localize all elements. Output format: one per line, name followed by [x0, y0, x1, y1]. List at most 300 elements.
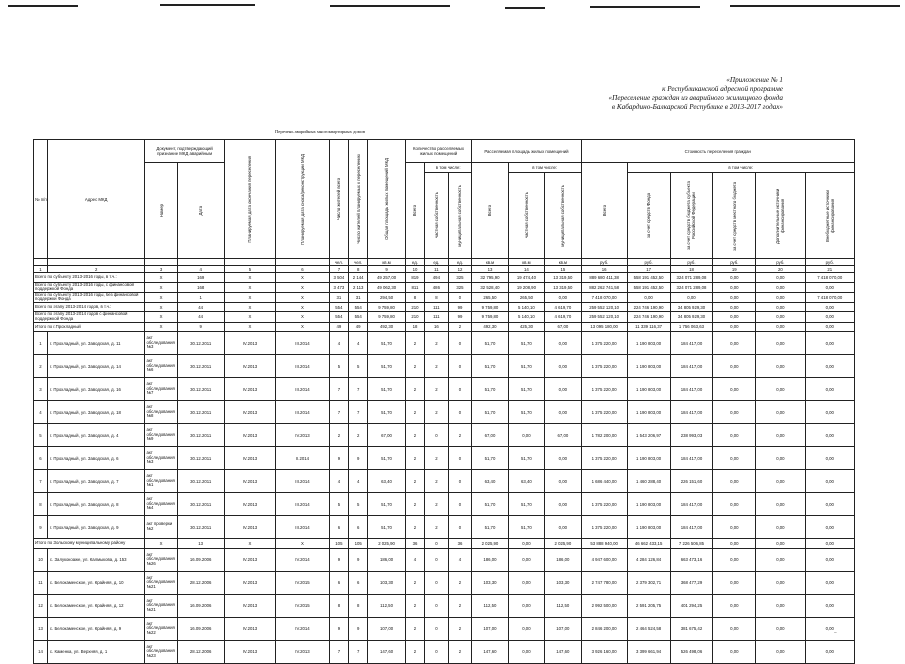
- cell-plan: IV.2013: [224, 640, 275, 663]
- cell-r: 6: [329, 571, 348, 594]
- cell-area: 51,70: [368, 378, 406, 401]
- cell-subj: 401 294,25: [670, 594, 713, 617]
- cell-r: 4: [329, 332, 348, 355]
- cell-fund: 2 379 302,71: [627, 571, 670, 594]
- cell-plan: IV.2013: [224, 401, 275, 424]
- cell-loc: 0,00: [713, 378, 756, 401]
- cell-sur: 0,00: [805, 355, 854, 378]
- summary-cell: 111: [425, 312, 449, 322]
- summary-cell: 67,00: [545, 322, 581, 332]
- cell-r: 9: [329, 447, 348, 470]
- cell-a: 112,50: [472, 594, 508, 617]
- header-rooms-municipal: [448, 173, 472, 259]
- cell-addr: г. Прохладный, ул. Заводская, д. 16: [47, 378, 145, 401]
- summary-cell: 9: [177, 322, 224, 332]
- cell-cost: 1 782 200,00: [581, 424, 627, 447]
- cell-ext: 0,00: [756, 571, 805, 594]
- cell-date: 30.12.2011: [177, 470, 224, 493]
- cell-a: 147,60: [472, 640, 508, 663]
- cell-area: 51,70: [368, 332, 406, 355]
- cell-fund: 1 190 803,00: [627, 332, 670, 355]
- cell-sur: 0,00: [805, 571, 854, 594]
- cell-r: 6: [329, 516, 348, 539]
- summary-cell: 53 888 940,00: [581, 539, 627, 549]
- summary-cell: 811: [405, 282, 424, 292]
- cell-am: 0,00: [545, 516, 581, 539]
- summary-label: Итого по Зольскому муниципальному району: [34, 539, 145, 549]
- cell-n: 7: [34, 470, 48, 493]
- cell-a: 51,70: [472, 493, 508, 516]
- column-number-cell: 19: [713, 266, 756, 273]
- cell-ext: 0,00: [756, 332, 805, 355]
- cell-addr: г. Прохладный, ул. Заводская, д. 14: [47, 355, 145, 378]
- column-number-cell: 13: [472, 266, 508, 273]
- summary-row: [34, 312, 855, 322]
- summary-cell: 99: [448, 312, 472, 322]
- cell-cost: 1 375 220,00: [581, 516, 627, 539]
- cell-pr: 2: [425, 378, 449, 401]
- summary-cell: 324 071 289,08: [670, 273, 713, 283]
- column-number-cell: 21: [805, 266, 854, 273]
- summary-cell: 34 805 929,30: [670, 312, 713, 322]
- summary-label: Всего по субъекту 2013-2016 годы, в т.ч.:: [34, 273, 145, 283]
- cell-r: 7: [329, 378, 348, 401]
- cell-cost: 1 375 220,00: [581, 378, 627, 401]
- unit-cell: ед.: [405, 259, 424, 266]
- table-row: [34, 594, 855, 617]
- summary-cell: 5 140,10: [508, 302, 544, 312]
- unit-cell: [224, 259, 275, 266]
- summary-cell: 49: [329, 322, 348, 332]
- summary-cell: 0,00: [713, 273, 756, 283]
- header-num: № п/п: [34, 140, 48, 259]
- summary-cell: 2 025,90: [545, 539, 581, 549]
- cell-n: 1: [34, 332, 48, 355]
- header-plan-end: [224, 140, 275, 259]
- summary-cell: 11 339 116,37: [627, 322, 670, 332]
- cell-pr: 2: [425, 355, 449, 378]
- cell-cost: 1 686 440,00: [581, 470, 627, 493]
- cell-doc: акт обследования №9: [145, 424, 177, 447]
- header-rooms-total: [405, 163, 424, 259]
- header-cost-local: [713, 173, 756, 259]
- summary-cell: 49: [349, 322, 368, 332]
- cell-date: 28.12.2006: [177, 571, 224, 594]
- summary-cell: 224 746 190,90: [627, 312, 670, 322]
- cell-rp: 2: [349, 424, 368, 447]
- cell-rp: 4: [349, 470, 368, 493]
- header-cost-incl: в том числе:: [627, 163, 854, 173]
- cell-n: 5: [34, 424, 48, 447]
- appendix-line-3: «Переселение граждан из аварийного жилищного фонда: [608, 94, 783, 102]
- column-number-cell: 15: [545, 266, 581, 273]
- cell-addr: г. Прохладный, ул. Заводская, д. 6: [47, 447, 145, 470]
- cell-am: 0,00: [545, 470, 581, 493]
- cell-ap: 0,00: [508, 548, 544, 571]
- header-row-1: [34, 140, 855, 163]
- cell-area: 63,40: [368, 470, 406, 493]
- cell-date: 30.12.2011: [177, 424, 224, 447]
- cell-addr: г. Прохладный, ул. Заводская, д. 9: [47, 516, 145, 539]
- cell-pr: 2: [425, 401, 449, 424]
- header-cost-surplus: [805, 173, 854, 259]
- cell-pr: 0: [425, 548, 449, 571]
- summary-cell: 0,00: [805, 539, 854, 549]
- cell-ap: 0,00: [508, 640, 544, 663]
- header-doc-date-text: Дата: [198, 205, 204, 216]
- cell-rp: 9: [349, 548, 368, 571]
- cell-rp: 9: [349, 447, 368, 470]
- column-number-cell: 8: [349, 266, 368, 273]
- unit-cell: кв.м: [472, 259, 508, 266]
- table-row: [34, 332, 855, 355]
- appendix-line-1: «Приложение № 1: [726, 76, 783, 84]
- summary-cell: 169: [177, 273, 224, 283]
- cell-cost: 2 747 780,00: [581, 571, 627, 594]
- cell-subj: 184 417,00: [670, 493, 713, 516]
- cell-tot: 2: [405, 594, 424, 617]
- summary-cell: 105: [329, 539, 348, 549]
- table-row: [34, 355, 855, 378]
- cell-addr: с. Залукокоаже, ул. Калмыкова, д. 153: [47, 548, 145, 571]
- unit-cell: ед.: [448, 259, 472, 266]
- cell-plan: IV.2013: [224, 493, 275, 516]
- cell-am: 0,00: [545, 401, 581, 424]
- summary-cell: Х: [224, 292, 275, 302]
- cell-date: 28.12.2006: [177, 640, 224, 663]
- cell-ap: 51,70: [508, 447, 544, 470]
- cell-r: 7: [329, 640, 348, 663]
- summary-row: [34, 282, 855, 292]
- scan-line-2: [160, 4, 255, 6]
- cell-ap: 63,40: [508, 470, 544, 493]
- cell-r: 2: [329, 424, 348, 447]
- column-number-cell: 14: [508, 266, 544, 273]
- summary-cell: 36: [405, 539, 424, 549]
- cell-sur: 0,00: [805, 548, 854, 571]
- cell-fund: 1 460 288,40: [627, 470, 670, 493]
- cell-n: 3: [34, 378, 48, 401]
- cell-demo: IV.2015: [276, 594, 330, 617]
- cell-loc: 0,00: [713, 470, 756, 493]
- cell-rp: 5: [349, 493, 368, 516]
- summary-cell: 16: [425, 322, 449, 332]
- summary-cell: 259 552 120,10: [581, 302, 627, 312]
- cell-date: 16.09.2006: [177, 594, 224, 617]
- cell-fund: 2 591 205,75: [627, 594, 670, 617]
- cell-plan: IV.2013: [224, 447, 275, 470]
- summary-cell: Х: [145, 282, 177, 292]
- table-row: [34, 401, 855, 424]
- cell-fund: 4 284 126,84: [627, 548, 670, 571]
- cell-rp: 6: [349, 516, 368, 539]
- unit-cell: руб.: [670, 259, 713, 266]
- cell-area: 112,50: [368, 594, 406, 617]
- cell-pr: 0: [425, 571, 449, 594]
- summary-cell: 224 746 190,90: [627, 302, 670, 312]
- cell-rp: 7: [349, 640, 368, 663]
- summary-cell: 0,00: [713, 539, 756, 549]
- summary-cell: 0,00: [713, 322, 756, 332]
- cell-date: 30.12.2011: [177, 355, 224, 378]
- cell-demo: III.2014: [276, 516, 330, 539]
- header-doc-group: Документ, подтверждающий признание МКД аварийным: [145, 140, 224, 163]
- cell-fund: 1 190 803,00: [627, 516, 670, 539]
- cell-sur: 0,00: [805, 617, 854, 640]
- unit-cell: [276, 259, 330, 266]
- cell-am: 67,00: [545, 424, 581, 447]
- cell-tot: 2: [405, 355, 424, 378]
- column-number-cell: 5: [224, 266, 275, 273]
- cell-a: 107,00: [472, 617, 508, 640]
- cell-mu: 0: [448, 516, 472, 539]
- table-title: Перечень аварийных многоквартирных домов: [274, 129, 366, 134]
- cell-date: 16.09.2006: [177, 617, 224, 640]
- summary-cell: 7 418 070,00: [805, 273, 854, 283]
- cell-n: 13: [34, 617, 48, 640]
- summary-cell: 492,30: [472, 322, 508, 332]
- cell-area: 51,70: [368, 401, 406, 424]
- cell-plan: IV.2013: [224, 571, 275, 594]
- cell-am: 0,00: [545, 447, 581, 470]
- cell-sur: 0,00: [805, 424, 854, 447]
- cell-plan: IV.2013: [224, 378, 275, 401]
- cell-area: 107,00: [368, 617, 406, 640]
- header-total-area: [368, 140, 406, 259]
- header-rooms-private: [425, 173, 449, 259]
- cell-ap: 0,00: [508, 424, 544, 447]
- cell-ap: 0,00: [508, 617, 544, 640]
- cell-pr: 0: [425, 617, 449, 640]
- cell-subj: 184 417,00: [670, 401, 713, 424]
- cell-ap: 51,70: [508, 378, 544, 401]
- cell-tot: 2: [405, 571, 424, 594]
- cell-fund: 1 543 206,97: [627, 424, 670, 447]
- summary-cell: 0,00: [545, 292, 581, 302]
- column-number-cell: 10: [405, 266, 424, 273]
- cell-rp: 5: [349, 355, 368, 378]
- cell-ext: 0,00: [756, 516, 805, 539]
- header-plan-end-text: Планируемая дата окончания переселения: [247, 155, 253, 243]
- summary-cell: 554: [349, 302, 368, 312]
- summary-cell: Х: [224, 539, 275, 549]
- cell-a: 51,70: [472, 378, 508, 401]
- cell-am: 103,30: [545, 571, 581, 594]
- cell-am: 0,00: [545, 332, 581, 355]
- table-row: [34, 424, 855, 447]
- summary-cell: 99: [448, 302, 472, 312]
- summary-cell: 2 025,90: [368, 539, 406, 549]
- header-rooms-total-text: Всего: [412, 204, 418, 217]
- cell-addr: с. Белокаменское, ул. Крайняя, д. 10: [47, 571, 145, 594]
- cell-ext: 0,00: [756, 548, 805, 571]
- cell-area: 51,70: [368, 493, 406, 516]
- cell-subj: 663 473,16: [670, 548, 713, 571]
- scan-mark: ~: [834, 631, 837, 636]
- cell-loc: 0,00: [713, 332, 756, 355]
- unit-cell: кв.м: [368, 259, 406, 266]
- summary-cell: 210: [405, 312, 424, 322]
- header-cost-fund-text: за счет средств Фонда: [646, 192, 652, 239]
- summary-cell: 0,00: [713, 312, 756, 322]
- unit-cell: ед.: [425, 259, 449, 266]
- summary-cell: 558 191 452,50: [627, 273, 670, 283]
- cell-demo: IV.2015: [276, 571, 330, 594]
- cell-n: 10: [34, 548, 48, 571]
- cell-sur: 0,00: [805, 470, 854, 493]
- cell-a: 63,40: [472, 470, 508, 493]
- cell-mu: 0: [448, 332, 472, 355]
- summary-cell: Х: [276, 292, 330, 302]
- summary-row: [34, 539, 855, 549]
- cell-demo: III.2014: [276, 378, 330, 401]
- cell-doc: акт обследования №6: [145, 355, 177, 378]
- cell-am: 186,00: [545, 548, 581, 571]
- cell-doc: акт обследования №26: [145, 548, 177, 571]
- cell-cost: 4 947 600,00: [581, 548, 627, 571]
- column-number-cell: 1: [34, 266, 48, 273]
- cell-n: 12: [34, 594, 48, 617]
- summary-cell: 486: [425, 282, 449, 292]
- header-rooms-incl: в том числе:: [425, 163, 472, 173]
- column-number-cell: 16: [581, 266, 627, 273]
- summary-cell: 168: [177, 282, 224, 292]
- cell-pr: 2: [425, 493, 449, 516]
- cell-a: 51,70: [472, 447, 508, 470]
- summary-cell: Х: [276, 539, 330, 549]
- summary-cell: 0,00: [756, 273, 805, 283]
- cell-area: 51,70: [368, 447, 406, 470]
- cell-date: 30.12.2011: [177, 378, 224, 401]
- header-cost-local-text: за счет средств местного бюджета: [731, 180, 737, 251]
- cell-doc: акт обследования №1: [145, 470, 177, 493]
- column-number-cell: 11: [425, 266, 449, 273]
- summary-cell: 31: [329, 292, 348, 302]
- cell-area: 103,30: [368, 571, 406, 594]
- table-row: [34, 516, 855, 539]
- column-number-cell: 17: [627, 266, 670, 273]
- summary-cell: 0,00: [756, 302, 805, 312]
- cell-tot: 2: [405, 424, 424, 447]
- summary-cell: 31: [349, 292, 368, 302]
- summary-cell: 2: [448, 322, 472, 332]
- summary-cell: 210: [405, 302, 424, 312]
- cell-cost: 1 375 220,00: [581, 332, 627, 355]
- table-row: [34, 617, 855, 640]
- header-residents: [329, 140, 348, 259]
- summary-cell: Х: [276, 322, 330, 332]
- cell-tot: 2: [405, 332, 424, 355]
- summary-cell: 5 140,10: [508, 312, 544, 322]
- cell-mu: 0: [448, 378, 472, 401]
- cell-n: 11: [34, 571, 48, 594]
- summary-cell: Х: [145, 312, 177, 322]
- cell-am: 0,00: [545, 493, 581, 516]
- cell-tot: 4: [405, 548, 424, 571]
- cell-addr: г. Прохладный, ул. Заводская, д. 8: [47, 493, 145, 516]
- cell-sur: 0,00: [805, 516, 854, 539]
- cell-doc: акт обследования №23: [145, 640, 177, 663]
- cell-plan: IV.2013: [224, 470, 275, 493]
- table-row: [34, 470, 855, 493]
- cell-ap: 51,70: [508, 493, 544, 516]
- unit-cell: кв.м: [508, 259, 544, 266]
- scan-line-6: [730, 5, 900, 7]
- summary-cell: 36: [448, 539, 472, 549]
- table-row: [34, 447, 855, 470]
- cell-addr: г. Прохладный, ул. Заводская, д. 4: [47, 424, 145, 447]
- summary-cell: 494: [425, 273, 449, 283]
- cell-n: 9: [34, 516, 48, 539]
- summary-cell: 49 062,30: [368, 282, 406, 292]
- cell-sur: 0,00: [805, 493, 854, 516]
- summary-cell: 554: [349, 312, 368, 322]
- cell-pr: 0: [425, 594, 449, 617]
- column-numbers-row: [34, 266, 855, 273]
- summary-cell: 0,00: [670, 292, 713, 302]
- cell-ap: 51,70: [508, 355, 544, 378]
- header-rooms-group: Количество расселяемых жилых помещений: [405, 140, 471, 163]
- cell-demo: III.2014: [276, 401, 330, 424]
- unit-cell: [34, 259, 48, 266]
- unit-cell: [145, 259, 177, 266]
- unit-cell: [47, 259, 145, 266]
- cell-date: 30.12.2011: [177, 401, 224, 424]
- cell-mu: 0: [448, 355, 472, 378]
- summary-cell: 1: [177, 292, 224, 302]
- summary-cell: 111: [425, 302, 449, 312]
- cell-cost: 1 375 220,00: [581, 401, 627, 424]
- cell-loc: 0,00: [713, 571, 756, 594]
- table-row: [34, 548, 855, 571]
- cell-subj: 184 417,00: [670, 378, 713, 401]
- cell-mu: 0: [448, 470, 472, 493]
- cell-n: 6: [34, 447, 48, 470]
- summary-cell: 259 552 120,10: [581, 312, 627, 322]
- header-area-group: Расселяемая площадь жилых помещений: [472, 140, 581, 163]
- unit-cell: руб.: [713, 259, 756, 266]
- summary-cell: 13: [177, 539, 224, 549]
- cell-loc: 0,00: [713, 548, 756, 571]
- cell-n: 4: [34, 401, 48, 424]
- scan-line-1: [8, 5, 78, 7]
- summary-label: Всего по этапу 2013-2014 годов с финансовой поддержкой Фонда: [34, 312, 145, 322]
- cell-pr: 2: [425, 447, 449, 470]
- summary-cell: 7 226 506,85: [670, 539, 713, 549]
- cell-subj: 526 498,06: [670, 640, 713, 663]
- cell-doc: акт обследования №22: [145, 617, 177, 640]
- cell-date: 30.12.2011: [177, 516, 224, 539]
- header-area-private: [508, 173, 544, 259]
- header-cost-group: Стоимость переселения граждан: [581, 140, 854, 163]
- cell-date: 30.12.2011: [177, 493, 224, 516]
- cell-doc: акт обследования №4: [145, 493, 177, 516]
- summary-cell: Х: [276, 302, 330, 312]
- cell-pr: 2: [425, 470, 449, 493]
- cell-sur: 0,00: [805, 378, 854, 401]
- cell-rp: 4: [349, 332, 368, 355]
- header-area-total-text: Всего: [487, 204, 493, 217]
- header-area-private-text: частная собственность: [523, 192, 529, 239]
- header-area-incl: в том числе:: [508, 163, 581, 173]
- summary-cell: 325: [448, 282, 472, 292]
- summary-cell: 558 191 452,50: [627, 282, 670, 292]
- summary-cell: 492,30: [368, 322, 406, 332]
- cell-date: 30.12.2011: [177, 447, 224, 470]
- cell-loc: 0,00: [713, 640, 756, 663]
- summary-cell: Х: [145, 292, 177, 302]
- cell-am: 0,00: [545, 378, 581, 401]
